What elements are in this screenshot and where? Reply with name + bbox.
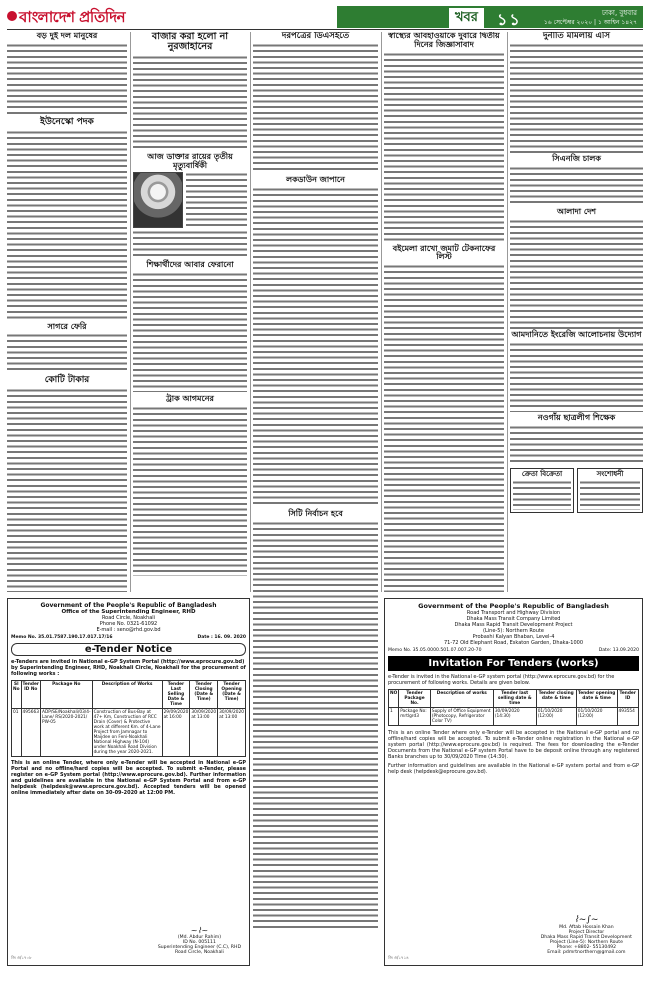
publication-date: ১৬ সেপ্টেম্বর ২০২০ | ১ আশ্বিন ১৪২৭ bbox=[543, 19, 637, 26]
memo-date: Date : 16. 09. 2020 bbox=[197, 635, 246, 640]
column-5 bbox=[510, 32, 643, 592]
cell-id: 495663 bbox=[21, 709, 40, 757]
signer-project: Dhaka Mass Rapid Transit Development bbox=[540, 935, 632, 940]
headline: দরপত্রের ডিএসইতে bbox=[281, 32, 350, 41]
cell-sl: 01 bbox=[12, 709, 22, 757]
cell-no: 1 bbox=[389, 708, 399, 726]
notice-address-2: 71-72 Old Elephant Road, Eskaton Garden, Dhaka-1000 bbox=[443, 640, 584, 646]
th-opening: Tender Opening (Date & Time) bbox=[218, 681, 246, 709]
article-text bbox=[133, 272, 247, 392]
section-name: খবর bbox=[449, 8, 484, 29]
headline: আলাদা দেশ bbox=[556, 207, 597, 217]
ad-code: জি ও/১৭০৮ bbox=[11, 955, 32, 960]
cell-closing: 01/10/2020 (12:00) bbox=[536, 708, 576, 726]
tender-table bbox=[388, 689, 639, 726]
signature-scribble-icon: ~⌇~ bbox=[190, 926, 209, 935]
th-description: Description of works bbox=[430, 690, 493, 708]
headline: স্বাস্থ্যের আবহাওয়াকে দুবারে দ্বিতীয় দিনের জিজ্ঞাসাবাদ bbox=[388, 32, 500, 49]
notice-address: Probashi Kalyan Bhaban, Level-4 bbox=[472, 634, 555, 640]
headline: ইউনেস্কো পদক bbox=[40, 116, 94, 127]
headline: সিটি নির্বাচন হবে bbox=[288, 509, 343, 519]
notice-intro: e-Tenders are invited in National e-GP System Portal (http://www.eprocure.gov.bd) by Superintending Engineer, RHD, Noakhali Circle, Noakhali for the procurement of following works : bbox=[11, 659, 246, 677]
signer-title: Project Director bbox=[568, 930, 605, 935]
article-text bbox=[384, 264, 504, 592]
column-1 bbox=[7, 32, 127, 592]
notice-memo-row bbox=[11, 635, 246, 640]
tender-table bbox=[11, 680, 246, 757]
signer-name: (Md. Abdur Rahim) bbox=[177, 935, 222, 940]
notice-intro: e-Tender is invited in the National e-GP system portal (http://www.eprocure.gov.bd) for the procurement of following works. Details are given below. bbox=[388, 674, 615, 686]
cell-package: ADP/SE/Noakhali/03/4-Lane/ RS/2020-2021/ PW-05 bbox=[41, 709, 93, 757]
cell-selling: 30/09/2020 (14:30) bbox=[493, 708, 536, 726]
cell-selling: 29/09/2020 at 16:00 bbox=[162, 709, 190, 757]
th-package: Package No bbox=[41, 681, 93, 709]
signer-line: Project (Line-5): Northern Route bbox=[549, 940, 623, 945]
headline: বাজার করা হলো না নুরজাহানের bbox=[151, 32, 229, 53]
article-text bbox=[384, 52, 504, 242]
signer-title: Superintending Engineer (C.C), RHD bbox=[157, 945, 241, 950]
cell-opening: 30/09/2020 at 13:00 bbox=[218, 709, 246, 757]
column-4 bbox=[384, 32, 504, 592]
tender-notice-dmtcl bbox=[384, 598, 643, 966]
publication-day: ঢাকা, বুধবার bbox=[602, 9, 637, 17]
tender-notice-rhd bbox=[7, 598, 250, 966]
correction-text bbox=[580, 480, 640, 510]
headline: ট্রাক আগমনের bbox=[166, 394, 214, 404]
article-text bbox=[7, 43, 127, 115]
article-text bbox=[253, 187, 378, 507]
headline: দুর্নীতি মামলায় এসি bbox=[543, 32, 610, 41]
memo-date: Date: 13.09.2020 bbox=[598, 648, 639, 653]
notice-office: Office of the Superintending Engineer, RHD bbox=[61, 609, 196, 615]
notice-company: Dhaka Mass Transit Company Limited bbox=[466, 616, 561, 622]
correction-title: সংশোধনী bbox=[596, 469, 624, 478]
th-description: Description of Works bbox=[92, 681, 162, 709]
logo-mark-icon bbox=[7, 11, 17, 21]
notice-project: Dhaka Mass Rapid Transit Development Project bbox=[454, 622, 573, 628]
notice-title: Invitation For Tenders (works) bbox=[388, 656, 639, 671]
column-3 bbox=[253, 32, 378, 962]
boxed-news-row bbox=[510, 468, 643, 514]
th-sl: Sl No bbox=[12, 681, 22, 709]
notice-ministry: Road Transport and Highway Division bbox=[466, 610, 561, 616]
article-text bbox=[133, 55, 247, 151]
headline: বইমেলা রাখো জমাট টেকনাফের লিস্ট bbox=[392, 243, 496, 262]
memo-number: Memo No. 35.05.0000.501.07.007.20-70 bbox=[388, 648, 482, 653]
notice-memo-row bbox=[388, 648, 639, 653]
notice-signature bbox=[158, 926, 241, 955]
column-2 bbox=[133, 32, 247, 592]
newspaper-logo bbox=[7, 6, 125, 31]
table-header-row bbox=[12, 681, 246, 709]
th-package: Tender Package No. bbox=[399, 690, 431, 708]
notice-gov: Government of the People's Republic of Bangladesh bbox=[418, 602, 609, 610]
headline: শিক্ষার্থীদের আবার ফেরানো bbox=[146, 260, 234, 270]
article-text bbox=[510, 166, 643, 206]
headline: বড় দুই দল মানুষের bbox=[36, 32, 98, 40]
notice-signature bbox=[541, 915, 632, 955]
signer-office: Road Circle, Noakhali bbox=[175, 950, 224, 955]
masthead-rule bbox=[7, 29, 643, 30]
article-text bbox=[253, 521, 378, 931]
notice-line: (Line-5): Northern Route bbox=[483, 628, 544, 634]
headline: লকডাউন জাপানে bbox=[286, 175, 345, 185]
headline: আজ ডাক্তার রায়ের তৃতীয় মৃত্যুবার্ষিকী bbox=[147, 151, 233, 170]
headline: কোটি টাকার bbox=[44, 375, 90, 386]
th-tender-id: Tender ID bbox=[617, 690, 639, 708]
notice-address: Road Circle, Noakhali bbox=[101, 615, 156, 621]
headline: আমদানিতে ইংরেজি আলোচনায় উদ্যোগ bbox=[511, 329, 642, 339]
article-text bbox=[186, 172, 247, 228]
correction-box bbox=[577, 468, 643, 514]
notice-footer: This is an online Tender, where only e-Tender will be accepted in National e-GP Portal and no offline/hard copies will be accepted. To submit e-Tender, please register on e-GP System portal (http://www.eprocure.gov.bd). Further information and guidelines are available in the National e-GP System Portal and from e-GP helpdesk (helpdesk@www.eprocure.gov.bd). Accepted tenders will be opened online immediately after date on 30-09-2020 at 12:00 PM. bbox=[11, 760, 246, 796]
cell-closing: 30/09/2020 at 13:00 bbox=[190, 709, 218, 757]
notice-gov: Government of the People's Republic of Bangladesh bbox=[40, 602, 217, 609]
article-text bbox=[7, 130, 127, 320]
headline: নওগাঁয় ছাত্রলীগ শিক্ষেক bbox=[537, 412, 616, 422]
cell-opening: 01/10/2020 (12:00) bbox=[576, 708, 617, 726]
cell-description: Supply of Office Equipment (Photocopy, Refrigerator Color TV) bbox=[430, 708, 493, 726]
notice-email: E-mail : seno@rhd.gov.bd bbox=[96, 627, 161, 633]
cell-package: Package No: mrtlgrd3 bbox=[399, 708, 431, 726]
signer-name: Md. Aftab Hossain Khan bbox=[559, 925, 614, 930]
page-number: ১১ bbox=[497, 10, 522, 29]
cell-tender-id: 493554 bbox=[617, 708, 639, 726]
signer-id: ID No. 005111 bbox=[182, 940, 216, 945]
notice-phone: Phone No. 0321-61092 bbox=[99, 621, 158, 627]
th-selling: Tender last selling date & time bbox=[493, 690, 536, 708]
portrait-photo bbox=[133, 172, 183, 228]
column-separator bbox=[130, 32, 131, 592]
notice-paragraph: Further information and guidelines are available in the National e-GP system portal and from e-GP help desk (helpdesk@eprocure.gov.bd). bbox=[388, 763, 639, 775]
signer-email: Email: pdmrtnorthern@gmail.com bbox=[547, 950, 626, 955]
notice-paragraph: This is an online Tender where only e-Tender will be accepted in the National e-GP portal and no offline/hard copies will be accepted. To submit e-Tender online registration in the National e-GP system portal (http://www.eprocure.gov.bd) is required. The fees for downloading the e-Tender Documents from the National e-GP system Portal have to be deposit online through any registered Banks branches up to 30/09/2020 Time (14:30). bbox=[388, 730, 639, 760]
table-header-row bbox=[389, 690, 639, 708]
article-text bbox=[7, 333, 127, 373]
article-text bbox=[133, 406, 247, 576]
column-separator bbox=[250, 32, 251, 592]
logo-text: বাংলাদেশ প্রতিদিন bbox=[19, 8, 126, 26]
headline: সিএনজি চালক bbox=[552, 154, 601, 164]
th-id: Tender ID No bbox=[21, 681, 40, 709]
column-separator bbox=[507, 32, 508, 592]
th-closing: Tender Closing (Date & Time) bbox=[190, 681, 218, 709]
signature-scribble-icon: ⌇~∫~ bbox=[574, 915, 599, 925]
article-text bbox=[7, 388, 127, 592]
cell-description: Construction of Bus-Bay at 47+ Km, Construction of RCC Drain (Cover) & Protective work at different Km. of 4-Lane Project from Jamnagar to Maijdee on Feni-Noakhali National Highway (N-104) under Noakhali Road Division during the year 2020-2021. bbox=[93, 710, 161, 755]
box-title: ক্রেতা বিক্রেতা bbox=[521, 469, 563, 478]
th-selling: Tender Last Selling Date & Time bbox=[162, 681, 190, 709]
table-row bbox=[389, 708, 639, 726]
masthead bbox=[7, 6, 643, 28]
article-text bbox=[510, 219, 643, 329]
box-text bbox=[513, 480, 571, 510]
headline: সাগরে ফেরি bbox=[47, 321, 87, 331]
th-closing: Tender closing date & time bbox=[536, 690, 576, 708]
th-no: NO bbox=[389, 690, 399, 708]
news-box bbox=[510, 468, 574, 514]
section-bar bbox=[337, 6, 643, 28]
notice-title: e-Tender Notice bbox=[11, 643, 246, 656]
signer-phone: Phone: +8802- 55130492 bbox=[556, 945, 617, 950]
table-row bbox=[12, 709, 246, 757]
article-text bbox=[133, 230, 247, 258]
article-text bbox=[510, 425, 643, 465]
obituary-block bbox=[133, 172, 247, 228]
memo-number: Memo No. 35.01.7587.190.17.017.17/16 bbox=[11, 635, 113, 640]
th-opening: Tender opening date & time bbox=[576, 690, 617, 708]
column-separator bbox=[381, 32, 382, 592]
article-text bbox=[510, 43, 643, 153]
ad-code: জি ও/১৭১৪ bbox=[388, 955, 409, 960]
article-text bbox=[253, 43, 378, 173]
article-text bbox=[510, 342, 643, 412]
